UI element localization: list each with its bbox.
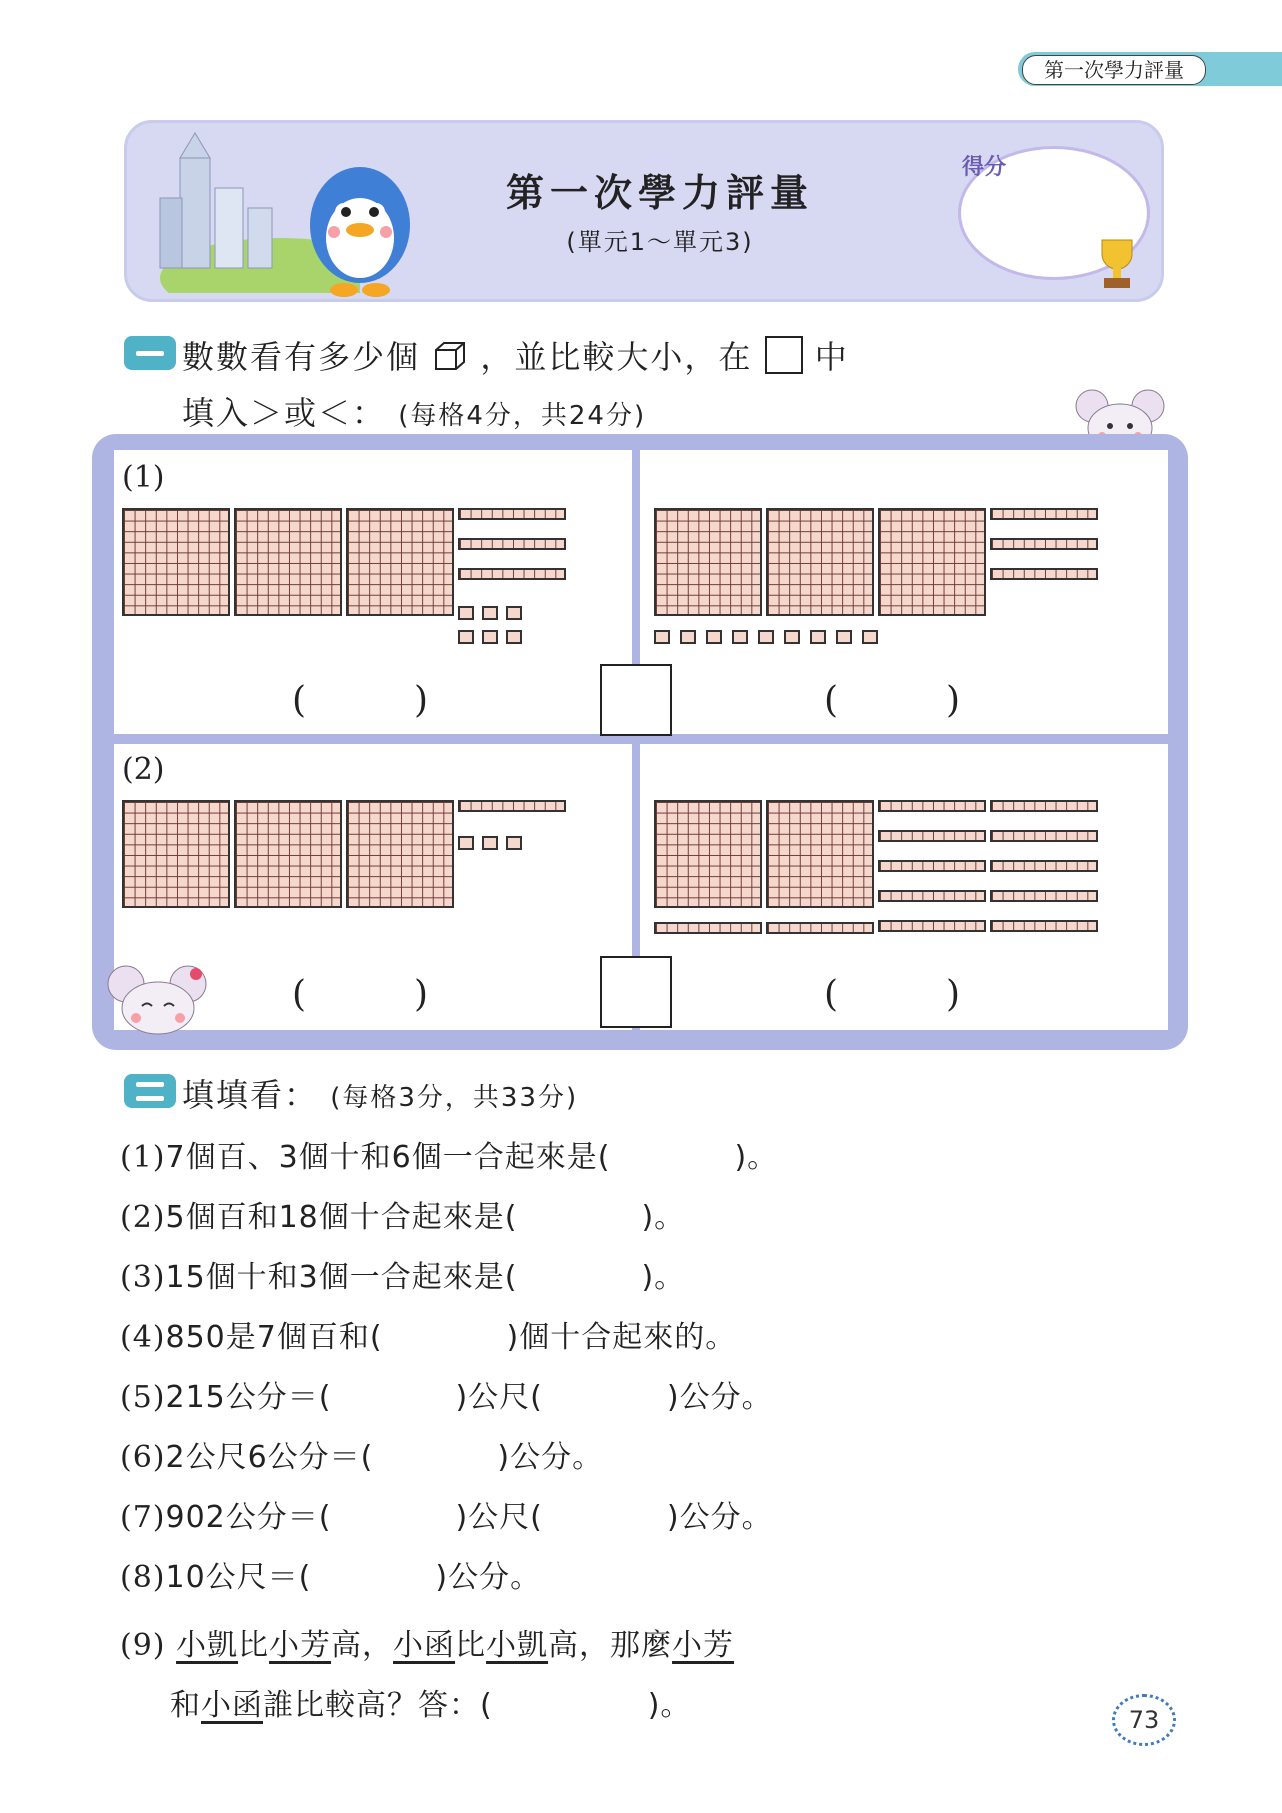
question-2: (2)5個百和18個十合起來是( )。: [120, 1200, 686, 1235]
ten-rod: [990, 538, 1098, 550]
question-3: (3)15個十和3個一合起來是( )。: [120, 1260, 686, 1295]
ten-rod: [990, 830, 1098, 842]
question-4: (4)850是7個百和( )個十合起來的。: [120, 1320, 737, 1355]
question-9-line1: (9) 小凱比小芳高，小函比小凱高，那麼小芳: [120, 1628, 735, 1663]
ten-rod: [990, 508, 1098, 520]
question-9-line2: 和小函誰比較高？答：( )。: [170, 1688, 692, 1723]
one-cube: [706, 630, 722, 644]
question-7: (7)902公分＝( )公尺( )公分。: [120, 1500, 773, 1535]
page-subtitle: (單元1～單元3): [566, 228, 754, 256]
question-5: (5)215公分＝( )公尺( )公分。: [120, 1380, 773, 1415]
section-1-badge: [124, 336, 176, 370]
one-cube: [482, 606, 498, 620]
ten-rod: [990, 920, 1098, 932]
one-cube: [810, 630, 826, 644]
one-cube: [482, 836, 498, 850]
one-cube: [458, 606, 474, 620]
hundred-block: [346, 508, 454, 616]
problem-1-compare-box[interactable]: [600, 664, 672, 736]
hundred-block: [766, 508, 874, 616]
problem-2-compare-box[interactable]: [600, 956, 672, 1028]
hundred-block: [234, 800, 342, 908]
one-cube: [680, 630, 696, 644]
mouse-mascot-bottom: [104, 962, 214, 1040]
hundred-block: [234, 508, 342, 616]
ten-rod: [990, 800, 1098, 812]
ten-rod: [878, 800, 986, 812]
problem-1-left-answer[interactable]: ( ): [292, 680, 429, 721]
one-cube: [458, 836, 474, 850]
section-1-line1: 數數看有多少個 ，並比較大小，在 中: [182, 338, 849, 376]
ten-rod: [458, 538, 566, 550]
problem-2-right-answer[interactable]: ( ): [824, 974, 961, 1015]
hundred-block: [766, 800, 874, 908]
section-1-line2: 填入＞或＜： (每格4分，共24分): [182, 394, 647, 432]
trophy-icon: [1092, 236, 1142, 292]
ten-rod: [990, 860, 1098, 872]
cube-icon: [432, 340, 468, 372]
ten-rod: [990, 568, 1098, 580]
ten-rod: [878, 860, 986, 872]
ten-rod: [878, 890, 986, 902]
one-cube: [506, 606, 522, 620]
problem-1-right-answer[interactable]: ( ): [824, 680, 961, 721]
hundred-block: [878, 508, 986, 616]
ten-rod: [654, 922, 762, 934]
one-cube: [506, 836, 522, 850]
page-number: 73: [1112, 1694, 1176, 1746]
one-cube: [654, 630, 670, 644]
one-cube: [784, 630, 800, 644]
score-label: 得分: [962, 155, 1007, 180]
ten-rod: [878, 830, 986, 842]
one-cube: [758, 630, 774, 644]
hundred-block: [654, 800, 762, 908]
hundred-block: [654, 508, 762, 616]
hundred-block: [346, 800, 454, 908]
problem-2-left-answer[interactable]: ( ): [292, 974, 429, 1015]
ten-rod: [766, 922, 874, 934]
ten-rod: [458, 508, 566, 520]
question-8: (8)10公尺＝( )公分。: [120, 1560, 542, 1595]
ten-rod: [878, 920, 986, 932]
one-cube: [506, 630, 522, 644]
one-cube: [862, 630, 878, 644]
page-title: 第一次學力評量: [505, 171, 814, 215]
problem-1-label: (1): [122, 460, 165, 495]
problem-2-label: (2): [122, 752, 165, 787]
one-cube: [732, 630, 748, 644]
question-6: (6)2公尺6公分＝( )公分。: [120, 1440, 604, 1475]
one-cube: [458, 630, 474, 644]
one-cube: [482, 630, 498, 644]
header-tab-label: 第一次學力評量: [1022, 55, 1206, 85]
ten-rod: [990, 890, 1098, 902]
question-1: (1)7個百、3個十和6個一合起來是( )。: [120, 1140, 779, 1175]
section-2-badge: [124, 1074, 176, 1108]
ten-rod: [458, 800, 566, 812]
section-2-heading: 填填看： (每格3分，共33分): [182, 1076, 579, 1114]
hundred-block: [122, 508, 230, 616]
square-icon: [765, 336, 803, 374]
ten-rod: [458, 568, 566, 580]
hundred-block: [122, 800, 230, 908]
one-cube: [836, 630, 852, 644]
